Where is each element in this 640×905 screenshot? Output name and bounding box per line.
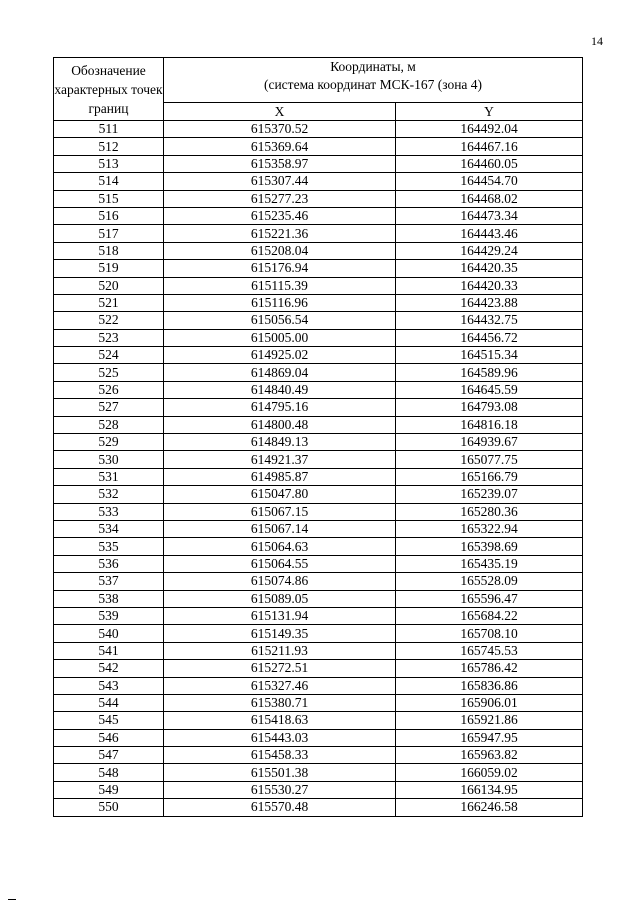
y-cell: 164454.70 xyxy=(396,173,583,190)
x-cell: 614840.49 xyxy=(164,381,396,398)
x-cell: 614985.87 xyxy=(164,468,396,485)
y-cell: 164468.02 xyxy=(396,190,583,207)
point-cell: 516 xyxy=(54,207,164,224)
table-row xyxy=(54,207,583,224)
y-cell: 164793.08 xyxy=(396,399,583,416)
point-cell: 512 xyxy=(54,138,164,155)
point-cell: 544 xyxy=(54,694,164,711)
point-cell: 536 xyxy=(54,555,164,572)
table-row xyxy=(54,538,583,555)
table-row xyxy=(54,677,583,694)
table-row xyxy=(54,555,583,572)
table-row xyxy=(54,468,583,485)
y-column-header: Y xyxy=(396,103,583,121)
y-cell: 165836.86 xyxy=(396,677,583,694)
x-cell: 615418.63 xyxy=(164,712,396,729)
point-cell: 524 xyxy=(54,347,164,364)
x-cell: 615089.05 xyxy=(164,590,396,607)
point-cell: 540 xyxy=(54,625,164,642)
y-cell: 165745.53 xyxy=(396,642,583,659)
x-cell: 615208.04 xyxy=(164,242,396,259)
y-cell: 165166.79 xyxy=(396,468,583,485)
x-cell: 615369.64 xyxy=(164,138,396,155)
y-cell: 164467.16 xyxy=(396,138,583,155)
point-cell: 533 xyxy=(54,503,164,520)
table-row xyxy=(54,486,583,503)
point-cell: 526 xyxy=(54,381,164,398)
point-cell: 550 xyxy=(54,799,164,816)
point-cell: 519 xyxy=(54,260,164,277)
x-cell: 615277.23 xyxy=(164,190,396,207)
point-cell: 527 xyxy=(54,399,164,416)
y-cell: 165786.42 xyxy=(396,660,583,677)
table-row xyxy=(54,434,583,451)
coordinates-title: Координаты, м xyxy=(330,59,416,74)
table-row xyxy=(54,364,583,381)
x-cell: 615074.86 xyxy=(164,573,396,590)
point-cell: 511 xyxy=(54,121,164,138)
table-row xyxy=(54,294,583,311)
y-cell: 164473.34 xyxy=(396,207,583,224)
x-column-header: X xyxy=(164,103,396,121)
table-row xyxy=(54,799,583,816)
point-cell: 547 xyxy=(54,747,164,764)
table-row xyxy=(54,573,583,590)
x-cell: 614800.48 xyxy=(164,416,396,433)
point-cell: 528 xyxy=(54,416,164,433)
point-cell: 529 xyxy=(54,434,164,451)
table-row xyxy=(54,190,583,207)
y-cell: 164645.59 xyxy=(396,381,583,398)
table-row xyxy=(54,173,583,190)
table-row xyxy=(54,155,583,172)
y-cell: 165921.86 xyxy=(396,712,583,729)
page-number: 14 xyxy=(591,34,603,48)
x-cell: 615056.54 xyxy=(164,312,396,329)
table-row xyxy=(54,329,583,346)
y-cell: 166134.95 xyxy=(396,781,583,798)
point-cell: 513 xyxy=(54,155,164,172)
x-cell: 615176.94 xyxy=(164,260,396,277)
table-row xyxy=(54,277,583,294)
point-cell: 537 xyxy=(54,573,164,590)
table-row xyxy=(54,347,583,364)
x-cell: 615272.51 xyxy=(164,660,396,677)
margin-mark xyxy=(8,899,16,900)
x-cell: 615116.96 xyxy=(164,294,396,311)
point-cell: 548 xyxy=(54,764,164,781)
x-cell: 615131.94 xyxy=(164,607,396,624)
y-cell: 165708.10 xyxy=(396,625,583,642)
y-cell: 164589.96 xyxy=(396,364,583,381)
y-cell: 164939.67 xyxy=(396,434,583,451)
point-cell: 538 xyxy=(54,590,164,607)
point-cell: 542 xyxy=(54,660,164,677)
coordinates-header xyxy=(164,58,583,103)
point-cell: 535 xyxy=(54,538,164,555)
table-row xyxy=(54,590,583,607)
table-row xyxy=(54,312,583,329)
y-cell: 165906.01 xyxy=(396,694,583,711)
y-cell: 165684.22 xyxy=(396,607,583,624)
x-cell: 615149.35 xyxy=(164,625,396,642)
table-body xyxy=(54,121,583,817)
y-cell: 165398.69 xyxy=(396,538,583,555)
table-row xyxy=(54,660,583,677)
table-header xyxy=(54,58,583,121)
table-row xyxy=(54,225,583,242)
point-cell: 523 xyxy=(54,329,164,346)
point-cell: 531 xyxy=(54,468,164,485)
point-cell: 546 xyxy=(54,729,164,746)
x-cell: 615064.63 xyxy=(164,538,396,555)
point-cell: 525 xyxy=(54,364,164,381)
point-cell: 541 xyxy=(54,642,164,659)
y-cell: 164460.05 xyxy=(396,155,583,172)
y-cell: 166246.58 xyxy=(396,799,583,816)
table-row xyxy=(54,747,583,764)
y-cell: 164456.72 xyxy=(396,329,583,346)
y-cell: 165077.75 xyxy=(396,451,583,468)
table-row xyxy=(54,694,583,711)
table-row xyxy=(54,642,583,659)
point-cell: 515 xyxy=(54,190,164,207)
x-cell: 615570.48 xyxy=(164,799,396,816)
y-cell: 164492.04 xyxy=(396,121,583,138)
x-cell: 615067.15 xyxy=(164,503,396,520)
table-row xyxy=(54,607,583,624)
point-cell: 514 xyxy=(54,173,164,190)
point-cell: 520 xyxy=(54,277,164,294)
x-cell: 615211.93 xyxy=(164,642,396,659)
x-cell: 615067.14 xyxy=(164,520,396,537)
table-row xyxy=(54,260,583,277)
x-cell: 614795.16 xyxy=(164,399,396,416)
table-row xyxy=(54,712,583,729)
x-cell: 614925.02 xyxy=(164,347,396,364)
y-cell: 164420.33 xyxy=(396,277,583,294)
y-cell: 165322.94 xyxy=(396,520,583,537)
x-cell: 614869.04 xyxy=(164,364,396,381)
point-cell: 539 xyxy=(54,607,164,624)
x-cell: 615458.33 xyxy=(164,747,396,764)
table-row xyxy=(54,729,583,746)
x-cell: 615047.80 xyxy=(164,486,396,503)
y-cell: 164432.75 xyxy=(396,312,583,329)
x-cell: 614921.37 xyxy=(164,451,396,468)
y-cell: 164515.34 xyxy=(396,347,583,364)
point-cell: 521 xyxy=(54,294,164,311)
x-cell: 615443.03 xyxy=(164,729,396,746)
y-cell: 164816.18 xyxy=(396,416,583,433)
coordinates-table xyxy=(53,57,583,817)
table-row xyxy=(54,416,583,433)
y-cell: 165596.47 xyxy=(396,590,583,607)
point-cell: 532 xyxy=(54,486,164,503)
table-row xyxy=(54,764,583,781)
point-cell: 530 xyxy=(54,451,164,468)
point-cell: 517 xyxy=(54,225,164,242)
y-cell: 165528.09 xyxy=(396,573,583,590)
x-cell: 615370.52 xyxy=(164,121,396,138)
x-cell: 615380.71 xyxy=(164,694,396,711)
y-cell: 164443.46 xyxy=(396,225,583,242)
x-cell: 615064.55 xyxy=(164,555,396,572)
x-cell: 615235.46 xyxy=(164,207,396,224)
y-cell: 164423.88 xyxy=(396,294,583,311)
x-cell: 615307.44 xyxy=(164,173,396,190)
y-cell: 164420.35 xyxy=(396,260,583,277)
x-cell: 615005.00 xyxy=(164,329,396,346)
y-cell: 165280.36 xyxy=(396,503,583,520)
x-cell: 615501.38 xyxy=(164,764,396,781)
table-row xyxy=(54,451,583,468)
x-cell: 614849.13 xyxy=(164,434,396,451)
table-row xyxy=(54,381,583,398)
point-cell: 545 xyxy=(54,712,164,729)
x-cell: 615221.36 xyxy=(164,225,396,242)
point-cell: 518 xyxy=(54,242,164,259)
point-cell: 534 xyxy=(54,520,164,537)
point-designation-header: Обозначение характерных точек границ xyxy=(54,58,164,121)
table-row xyxy=(54,520,583,537)
table-row xyxy=(54,625,583,642)
coordinate-system: (система координат МСК-167 (зона 4) xyxy=(263,77,483,92)
x-cell: 615358.97 xyxy=(164,155,396,172)
y-cell: 165435.19 xyxy=(396,555,583,572)
table-row xyxy=(54,121,583,138)
x-cell: 615115.39 xyxy=(164,277,396,294)
table-row xyxy=(54,781,583,798)
y-cell: 165947.95 xyxy=(396,729,583,746)
y-cell: 165239.07 xyxy=(396,486,583,503)
table-row xyxy=(54,138,583,155)
y-cell: 164429.24 xyxy=(396,242,583,259)
x-cell: 615530.27 xyxy=(164,781,396,798)
y-cell: 165963.82 xyxy=(396,747,583,764)
point-cell: 522 xyxy=(54,312,164,329)
point-cell: 543 xyxy=(54,677,164,694)
table-row xyxy=(54,399,583,416)
point-cell: 549 xyxy=(54,781,164,798)
table-row xyxy=(54,503,583,520)
x-cell: 615327.46 xyxy=(164,677,396,694)
table-row xyxy=(54,242,583,259)
y-cell: 166059.02 xyxy=(396,764,583,781)
